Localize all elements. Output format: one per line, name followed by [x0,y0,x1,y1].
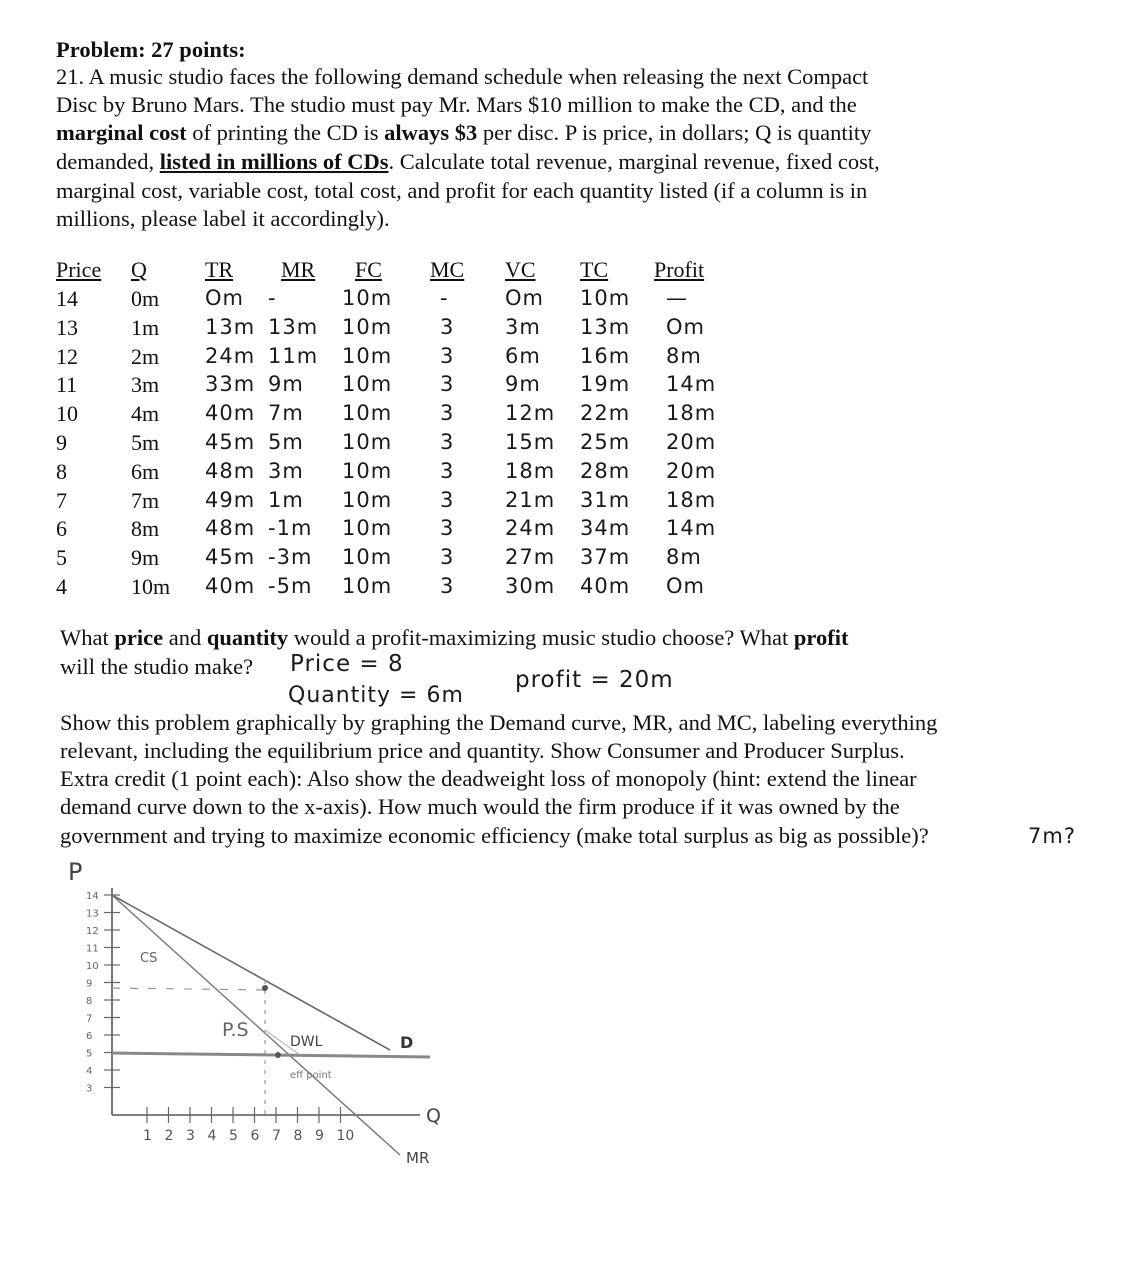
dwl-label: DWL [290,1034,323,1050]
cell-price: 6 [56,516,67,542]
cell-q: 5m [131,430,160,455]
cell-mc: 3 [440,430,455,454]
y-tick-label: 12 [86,926,99,937]
cell-mc: 3 [440,516,455,541]
cell-price: 5 [56,545,67,571]
cell-tr: 48m [205,458,256,483]
x-tick-label: 9 [315,1128,324,1144]
y-tick-label: 5 [86,1048,93,1060]
answer-profit: profit = 20m [515,667,674,693]
cell-mc: 3 [440,458,455,483]
problem-line-2: Disc by Bruno Mars. The studio must pay Mr. Mars $10 million to make the CD, and the [56,92,857,117]
cell-profit: 8m [666,545,702,570]
cell-q: 4m [131,401,160,427]
x-axis-label: Q [426,1105,441,1127]
problem-line-6: millions, please label it accordingly). [56,206,390,231]
cell-tr: 48m [205,516,256,541]
cell-tr: 33m [205,372,256,397]
question-3-line-3: Extra credit (1 point each): Also show the deadweight loss of monopoly (hint: extend the linear [60,766,917,791]
cell-fc: 10m [342,574,393,598]
y-tick-label: 14 [86,891,99,902]
y-tick-label: 9 [86,978,93,990]
problem-line-4 [56,148,880,177]
header-mc: MC [430,257,465,282]
cell-price: 14 [56,286,78,311]
cell-fc: 10m [342,286,393,310]
cell-tc: 16m [580,343,631,368]
cell-mr: 3m [268,458,304,483]
y-tick-label: 4 [86,1066,93,1077]
x-tick-label: 10 [336,1128,355,1144]
cell-tc: 25m [580,430,631,454]
cell-q: 8m [131,516,160,542]
question-2-line-1: What price and quantity would a profit-maximizing music studio choose? What profit [60,625,849,650]
cell-fc: 10m [342,343,393,368]
cell-tr: 13m [205,314,256,339]
cell-mc: 3 [440,314,455,339]
cell-tr: 45m [205,545,256,570]
cell-tr: 24m [205,343,256,368]
cell-tr: 40m [205,574,256,598]
cell-profit: 20m [666,430,717,454]
y-tick-label: 10 [86,961,99,972]
cell-vc: 3m [505,314,541,339]
marginal-cost-line [112,1053,430,1057]
answer-efficient-quantity: 7m? [1028,824,1076,848]
answer-price: Price = 8 [290,651,404,677]
cell-mr: 5m [268,430,304,454]
cell-fc: 10m [342,314,393,339]
cell-q: 0m [131,286,160,311]
x-tick-label: 5 [229,1128,238,1144]
cell-tc: 22m [580,401,631,426]
cell-tr: 49m [205,487,256,512]
problem-line-4-tail: . Calculate total revenue, marginal revenue, fixed cost, [388,149,880,174]
mr-label: MR [406,1149,430,1167]
efficient-point-label: eff point [290,1070,332,1081]
demand-label: D [400,1033,414,1052]
cell-q: 2m [131,343,160,369]
cell-fc: 10m [342,516,393,541]
x-tick-label: 2 [164,1128,174,1144]
question-3-line-4: demand curve down to the x-axis). How much would the firm produce if it was owned by the [60,794,900,819]
cell-vc: 24m [505,516,556,541]
cell-vc: 18m [505,458,556,483]
problem-line-1: 21. A music studio faces the following demand schedule when releasing the next Compact [56,64,869,89]
monopoly-price-line [112,988,265,990]
question-3-line-5: government and trying to maximize economic efficiency (make total surplus as big as possible)? [60,823,929,848]
cell-vc: 30m [505,574,556,598]
cell-mr: -1m [268,516,313,541]
cell-vc: 9m [505,372,541,397]
cell-vc: 12m [505,401,556,426]
x-tick-label: 4 [207,1128,217,1144]
cell-profit: 20m [666,458,717,483]
header-tr: TR [205,257,234,282]
header-mr: MR [281,257,316,282]
cell-price: 7 [56,487,67,513]
cell-fc: 10m [342,430,393,454]
cell-fc: 10m [342,458,393,483]
cell-mc: 3 [440,343,455,368]
cell-q: 9m [131,545,160,571]
cell-mc: 3 [440,372,455,397]
cell-tc: 13m [580,314,631,339]
cell-q: 3m [131,372,160,398]
problem-line-3-text: of printing the CD is [186,120,385,145]
cell-price: 13 [56,314,78,340]
millions-term: listed in millions of CDs [159,149,389,174]
header-fc: FC [355,257,382,282]
header-price: Price [56,257,102,282]
monopoly-graph [0,850,520,1180]
cell-price: 10 [56,401,78,427]
cell-tc: 28m [580,458,631,483]
cell-mc: - [440,286,449,310]
problem-heading: Problem: 27 points: [56,37,246,62]
marginal-cost-term: marginal cost [56,120,187,145]
cell-tr: 45m [205,430,256,454]
cell-tc: 10m [580,286,631,310]
y-tick-label: 11 [86,943,99,955]
cell-price: 9 [56,430,67,455]
cell-profit: 14m [666,516,717,541]
cell-mc: 3 [440,545,455,570]
cell-fc: 10m [342,545,393,570]
cell-tc: 40m [580,574,631,598]
question-3-line-2: relevant, including the equilibrium price and quantity. Show Consumer and Producer Surplus. [60,738,905,763]
cell-mr: -5m [268,574,313,598]
cell-fc: 10m [342,401,393,426]
cell-tc: 31m [580,487,631,512]
cell-price: 11 [56,372,78,398]
y-tick-label: 8 [86,996,93,1007]
cell-profit: 14m [666,372,717,397]
x-ticks-group [143,1107,354,1144]
header-q: Q [131,257,147,282]
cell-vc: 6m [505,343,541,368]
cell-mr: 9m [268,372,304,397]
cell-vc: 21m [505,487,556,512]
cell-mc: 3 [440,487,455,512]
cell-tr: Om [205,286,244,310]
cell-vc: 27m [505,545,556,570]
cell-profit: 8m [666,343,702,368]
cell-q: 7m [131,487,160,513]
cell-tc: 19m [580,372,631,397]
cell-q: 1m [131,314,160,340]
x-tick-label: 8 [293,1128,303,1144]
y-axis-label: P [68,858,83,886]
cell-tc: 34m [580,516,631,541]
cell-vc: Om [505,286,544,310]
ps-label: P.S [222,1019,249,1041]
problem-line-5: marginal cost, variable cost, total cost, and profit for each quantity listed (if a column is in [56,178,868,203]
cell-mr: 1m [268,487,304,512]
efficient-point [275,1052,281,1058]
always-3-term: always $3 [384,120,478,145]
header-profit: Profit [654,257,705,282]
cell-vc: 15m [505,430,556,454]
cell-price: 12 [56,343,78,369]
cell-fc: 10m [342,487,393,512]
cell-q: 10m [131,574,171,599]
answer-quantity: Quantity = 6m [288,683,464,708]
marginal-revenue-curve [112,895,400,1155]
cell-tr: 40m [205,401,256,426]
cell-mr: - [268,286,277,310]
cell-q: 6m [131,458,160,484]
x-tick-label: 3 [186,1128,195,1144]
demand-curve [112,895,390,1050]
question-2-line-2: will the studio make? [60,654,254,679]
cell-profit: 18m [666,401,717,426]
problem-line-3-tail: per disc. P is price, in dollars; Q is quantity [477,120,872,145]
header-tc: TC [580,257,609,282]
cell-fc: 10m [342,372,393,397]
y-ticks-group [86,891,120,1095]
question-3-line-1: Show this problem graphically by graphing the Demand curve, MR, and MC, labeling everything [60,710,938,735]
x-tick-label: 1 [143,1128,152,1144]
cell-mc: 3 [440,574,455,598]
cell-profit: Om [666,314,705,339]
cell-profit: 18m [666,487,717,512]
problem-line-4-head: demanded, [56,149,160,174]
cell-mr: 11m [268,343,319,368]
y-tick-label: 7 [86,1013,93,1025]
cell-mc: 3 [440,401,455,426]
y-tick-label: 6 [86,1031,93,1042]
x-tick-label: 6 [250,1128,260,1144]
y-tick-label: 3 [86,1083,93,1095]
x-tick-label: 7 [272,1128,281,1144]
cell-mr: 13m [268,314,319,339]
problem-line-3 [56,119,871,148]
header-vc: VC [505,257,536,282]
cell-price: 8 [56,458,67,484]
cell-profit: Om [666,574,705,598]
cs-label: CS [140,951,158,966]
cell-tc: 37m [580,545,631,570]
cell-profit: — [666,286,688,310]
cell-mr: -3m [268,545,313,570]
monopoly-point [262,985,268,991]
cell-price: 4 [56,574,67,599]
cell-mr: 7m [268,401,304,426]
y-tick-label: 13 [86,908,99,920]
